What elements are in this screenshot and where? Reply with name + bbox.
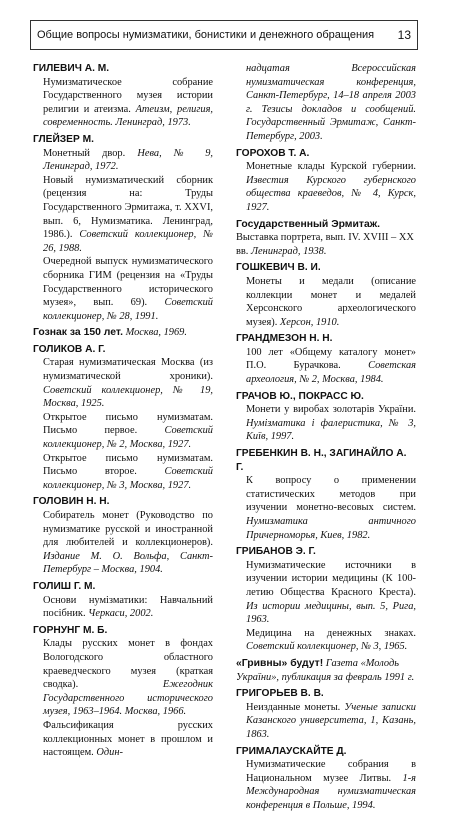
bibliography-entry <box>236 745 416 813</box>
bibliography-entry <box>236 62 416 144</box>
author-name: ГРАЧОВ Ю., ПОКРАСС Ю. <box>236 390 364 402</box>
entry-text: Новый нумизматический сборник (рецензия на: Труды Государственного Эрмитажа, т. XXVI, вып. 6, Нумизматика. Ленинград, 1986.). <box>43 174 213 241</box>
page-number: 13 <box>397 28 411 42</box>
bibliography-item <box>33 509 213 577</box>
entry-source: Нумізматика і фалеристика, № 3, Київ, 1997. <box>246 417 416 443</box>
entry-source: Ученые записки Казанского университета, 1, Казань, 1863. <box>246 701 416 740</box>
author-name: ГОЛИШ Г. М. <box>33 580 96 592</box>
inline-title-entry <box>236 218 416 259</box>
bibliography-item <box>236 701 416 742</box>
entry-text: Монетный двор. <box>43 147 138 159</box>
right-column <box>236 62 416 815</box>
entry-text: Монети у виробах золотарів України. <box>246 404 416 416</box>
entry-text: Основи нумізматики: Навчальний посібник. <box>43 594 213 620</box>
entry-text: Нумизматическое собрание Государственного музея истории религии и атеизма. <box>43 76 213 115</box>
bibliography-entry <box>33 624 213 760</box>
bibliography-entry <box>33 495 213 577</box>
bibliography-item <box>33 356 213 410</box>
bibliography-item <box>236 160 416 214</box>
bibliography-item <box>33 452 213 493</box>
entry-text: Открытое письмо нумизматам. Письмо второе. <box>43 452 213 478</box>
bibliography-item <box>236 559 416 627</box>
bibliography-entry <box>33 326 213 340</box>
entry-source: Советский коллекционер, № 19, Москва, 1925. <box>43 384 213 410</box>
bibliography-entry <box>33 343 213 493</box>
inline-title-entry <box>236 657 416 684</box>
entry-source: Херсон, 1910. <box>279 316 340 328</box>
bibliography-item <box>33 637 213 719</box>
entry-source: Один- <box>96 747 123 759</box>
bibliography-entry <box>236 218 416 259</box>
entry-text: Выставка портрета, вып. IV. XVIII – XX вв. <box>236 232 414 257</box>
bibliography-entry <box>236 657 416 684</box>
author-name: ГРЕБЕНКИН В. Н., ЗАГИНАЙЛО А. Г. <box>236 448 407 473</box>
bibliography-item <box>33 719 213 760</box>
author-name: ГРАНДМЕЗОН Н. Н. <box>236 333 333 345</box>
entry-source: Советский коллекционер, № 3, 1965. <box>246 641 408 653</box>
bibliography-item <box>236 346 416 387</box>
entry-source: Нева, № 9, Ленинград, 1972. <box>43 147 213 173</box>
author-name: ГОЛИКОВ А. Г. <box>33 343 106 355</box>
entry-text: 100 лет «Общему каталогу монет» П.О. Бурачкова. <box>246 346 416 372</box>
entry-title: Гознак за 150 лет. <box>33 327 123 339</box>
header-title: Общие вопросы нумизматики, бонистики и денежного обращения <box>37 29 375 41</box>
author-name: ГИЛЕВИЧ А. М. <box>33 63 110 74</box>
bibliography-item <box>236 627 416 654</box>
entry-source: Газета «Молодь України», публикация за февраль 1991 г. <box>236 657 415 683</box>
bibliography-entry <box>236 390 416 444</box>
bibliography-entry <box>33 580 213 621</box>
entry-text: К вопросу о применении статистических методов при изучении монетно-весовых систем. <box>246 475 416 514</box>
entry-title: Государственный Эрмитаж. <box>236 218 380 230</box>
entry-source: Ежегодник Государственного исторического музея, 1963–1964. Москва, 1966. <box>43 679 213 718</box>
entry-text: Монетные клады Курской губернии. <box>246 161 416 173</box>
entry-text: Открытое письмо нумизматам. Письмо первое. <box>43 411 213 437</box>
bibliography-item <box>33 411 213 452</box>
entry-text: Очередной выпуск нумизматического сборника ГИМ (рецензия на «Труды Государственного исторического музея», вып. 69). <box>43 256 213 309</box>
entry-source: Известия Курского губернского общества краеведов, № 4, Курск, 1927. <box>246 174 416 213</box>
bibliography-entry <box>236 261 416 329</box>
entry-source: Москва, 1969. <box>122 327 187 339</box>
entry-source: надцатая Всероссийская нумизматическая конференция, Санкт-Петербург, 14–18 апреля 2003 г. Тезисы докладов и сообщений. Государственный Эрмитаж, Санкт-Петербург, 2003. <box>246 63 416 142</box>
bibliography-entry <box>236 687 416 741</box>
entry-text: Клады русских монет в фондах Вологодского областного краеведческого музея (краткая сводка). <box>43 638 213 691</box>
entry-source: Советская археология, № 2, Москва, 1984. <box>246 360 416 386</box>
author-name: ГРИМАЛАУСКАЙТЕ Д. <box>236 745 347 757</box>
entry-text: Нумизматические источники в изучении истории медицины (К 100-летию Общества Красного Креста). <box>246 559 416 598</box>
entry-continuation <box>236 62 416 144</box>
bibliography-item <box>236 474 416 542</box>
author-name: ГОШКЕВИЧ В. И. <box>236 262 321 274</box>
author-name: ГОРНУНГ М. Б. <box>33 624 108 636</box>
bibliography-item <box>33 174 213 256</box>
entry-text: Нумизматические собрания в Национальном музее Литвы. <box>246 759 416 784</box>
entry-source: Нумизматика античного Причерноморья, Киев, 1982. <box>246 516 416 541</box>
entry-source: Атеизм, религия, современность. Ленинград, 1973. <box>43 103 213 129</box>
bibliography-item <box>33 147 213 174</box>
entry-source: Издание М. О. Вольфа, Санкт-Петербург – Москва, 1904. <box>43 550 213 576</box>
entry-text: Монеты и медали (описание коллекции монет и медалей Херсонского археологического музея). <box>246 275 416 328</box>
bibliography-item <box>236 758 416 812</box>
entry-source: Советский коллекционер, № 3, Москва, 1927. <box>43 466 213 491</box>
entry-text: Фальсификация русских коллекционных монет в прошлом и настоящем. <box>43 719 213 759</box>
bibliography-entry <box>236 147 416 215</box>
entry-text: Собиратель монет (Руководство по нумизматике русской и иностранной для любителей и коллекционеров). <box>43 510 213 549</box>
entry-source: Черкаси, 2002. <box>88 608 154 620</box>
author-name: ГОЛОВИН Н. Н. <box>33 496 110 508</box>
entry-source: Советский коллекционер, № 26, 1988. <box>43 229 213 254</box>
author-name: ГЛЕЙЗЕР М. <box>33 133 94 145</box>
bibliography-item <box>236 275 416 329</box>
bibliography-item <box>33 76 213 130</box>
entry-source: Ленинград, 1938. <box>251 245 327 257</box>
entry-text: Неизданные монеты. <box>246 701 345 713</box>
bibliography-entry <box>33 62 213 130</box>
entry-title: «Гривны» будут! <box>236 657 324 669</box>
entry-text: Старая нумизматическая Москва (из нумизматической хроники). <box>43 357 213 383</box>
entry-source: Советский коллекционер, № 28, 1991. <box>43 297 213 322</box>
bibliography-item <box>33 255 213 323</box>
author-name: ГРИГОРЬЕВ В. В. <box>236 688 324 700</box>
entry-source: Из истории медицины, вып. 5, Рига, 1963. <box>246 600 416 626</box>
inline-title-entry <box>33 326 213 340</box>
bibliography-entry <box>236 545 416 654</box>
left-column <box>33 62 213 763</box>
entry-text: Медицина на денежных знаках. <box>246 627 416 639</box>
bibliography-entry <box>236 447 416 542</box>
entry-source: 1-я Международная нумизматическая конференция в Польше, 1994. <box>246 772 416 811</box>
entry-source: Советский коллекционер, № 2, Москва, 1927. <box>43 425 213 451</box>
bibliography-item <box>236 403 416 444</box>
bibliography-entry <box>33 133 213 323</box>
author-name: ГОРОХОВ Т. А. <box>236 147 310 159</box>
bibliography-entry <box>236 332 416 386</box>
running-header <box>30 20 418 50</box>
author-name: ГРИБАНОВ Э. Г. <box>236 546 316 558</box>
bibliography-item <box>33 594 213 621</box>
